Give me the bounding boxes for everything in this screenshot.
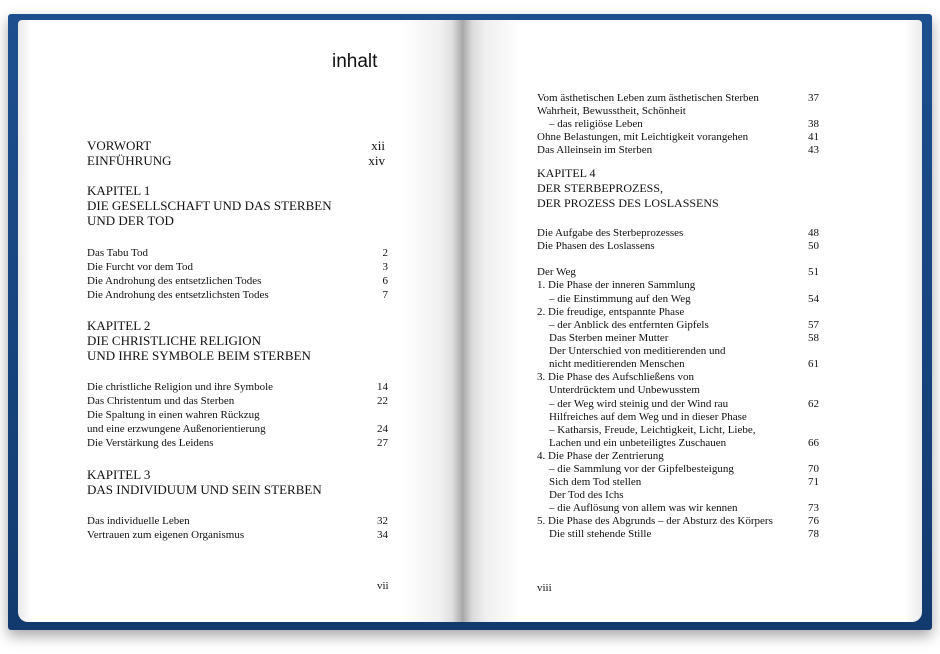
toc-entry-title: Die Aufgabe des Sterbeprozesses — [537, 227, 684, 239]
toc-entry-page: 3 — [382, 261, 388, 273]
toc-entry-page: 14 — [377, 381, 388, 393]
toc-entry-page: 34 — [377, 529, 388, 541]
toc-entry-title: 4. Die Phase der Zentrierung — [537, 450, 664, 462]
toc-entry-page: 32 — [377, 515, 388, 527]
toc-entry — [537, 118, 819, 131]
toc-entry-title: 2. Die freudige, entspannte Phase — [537, 306, 685, 318]
toc-entry-page: 7 — [382, 289, 388, 301]
toc-entry-title: VORWORT — [87, 138, 152, 153]
toc-entry-page: 71 — [808, 476, 819, 488]
toc-entry — [537, 476, 819, 489]
toc-entry-page: 6 — [382, 275, 388, 287]
toc-entry — [537, 144, 819, 157]
toc-entry-page: 61 — [808, 358, 819, 370]
toc-entry-title: Das Christentum und das Sterben — [87, 395, 235, 407]
toc-entry-title: – der Weg wird steinig und der Wind rau — [549, 398, 729, 410]
chapter-label: KAPITEL 2 — [87, 318, 151, 333]
toc-entry-page: xiv — [368, 153, 385, 168]
toc-entry-page: xii — [371, 138, 385, 153]
toc-entry-page: 2 — [382, 247, 388, 259]
toc-entry-page: 50 — [808, 240, 819, 252]
toc-entry-page: 41 — [808, 131, 819, 143]
toc-entry — [537, 266, 819, 279]
toc-entry — [537, 227, 819, 240]
toc-entry — [87, 153, 385, 168]
toc-entry-page: 27 — [377, 437, 388, 449]
toc-entry-page: 58 — [808, 332, 819, 344]
toc-entry-title: 3. Die Phase des Aufschließens von — [537, 371, 695, 383]
chapter-label: KAPITEL 1 — [87, 183, 151, 198]
toc-entry — [537, 293, 819, 306]
toc-entry-title: Der Weg — [537, 266, 576, 278]
chapter-title: DIE CHRISTLICHE RELIGION — [87, 333, 262, 348]
toc-entry-page: 76 — [808, 515, 819, 527]
toc-entry — [537, 371, 819, 384]
toc-entry-title: Lachen und ein unbeteiligtes Zuschauen — [549, 437, 727, 449]
toc-entry-page: 62 — [808, 398, 819, 410]
toc-entry — [537, 92, 819, 105]
toc-entry — [87, 409, 388, 422]
toc-entry — [537, 424, 819, 437]
page-number: vii — [377, 580, 389, 592]
toc-entry — [87, 437, 388, 450]
chapter-title: DER STERBEPROZESS, — [537, 181, 664, 195]
toc-entry-page: 66 — [808, 437, 819, 449]
toc-entry — [87, 247, 388, 260]
toc-entry-page: 73 — [808, 502, 819, 514]
toc-entry — [537, 345, 819, 358]
toc-entry-title: 5. Die Phase des Abgrunds – der Absturz des Körpers — [537, 515, 773, 527]
toc-entry-page: 43 — [808, 144, 819, 156]
toc-entry-title: – Katharsis, Freude, Leichtigkeit, Licht, Liebe, — [549, 424, 756, 436]
toc-entry-title: Der Unterschied von meditierenden und — [549, 345, 726, 357]
toc-entry — [87, 395, 388, 408]
toc-entry-title: – das religiöse Leben — [549, 118, 643, 130]
toc-entry-title: – die Auflösung von allem was wir kennen — [549, 502, 738, 514]
toc-entry — [537, 240, 819, 253]
toc-entry-title: Vom ästhetischen Leben zum ästhetischen Sterben — [537, 92, 759, 104]
toc-entry-title: Ohne Belastungen, mit Leichtigkeit vorangehen — [537, 131, 749, 143]
toc-entry — [537, 319, 819, 332]
toc-entry-page: 48 — [808, 227, 819, 239]
toc-entry-title: – der Anblick des entfernten Gipfels — [549, 319, 709, 331]
toc-entry-page: 37 — [808, 92, 819, 104]
toc-entry-page: 38 — [808, 118, 819, 130]
chapter-label: KAPITEL 4 — [537, 166, 596, 180]
toc-entry-title: Die Androhung des entsetzlichsten Todes — [87, 289, 269, 301]
toc-entry — [537, 279, 819, 292]
toc-entry-title: Die Phasen des Loslassens — [537, 240, 655, 252]
page-number: viii — [537, 582, 552, 594]
toc-entry-title: 1. Die Phase der inneren Sammlung — [537, 279, 696, 291]
toc-entry-title: Wahrheit, Bewusstheit, Schönheit — [537, 105, 686, 117]
toc-entry — [537, 502, 819, 515]
toc-entry-title: Das Sterben meiner Mutter — [549, 332, 669, 344]
toc-entry — [87, 423, 388, 436]
toc-heading: inhalt — [332, 51, 378, 72]
toc-entry-title: – die Einstimmung auf den Weg — [549, 293, 691, 305]
toc-entry-page: 54 — [808, 293, 819, 305]
toc-entry-title: Das individuelle Leben — [87, 515, 190, 527]
toc-entry — [537, 528, 819, 541]
toc-entry — [87, 275, 388, 288]
toc-entry-title: Der Tod des Ichs — [549, 489, 624, 501]
toc-entry-title: Die Furcht vor dem Tod — [87, 261, 193, 273]
toc-entry-page: 57 — [808, 319, 819, 331]
toc-entry-title: und eine erzwungene Außenorientierung — [87, 423, 266, 435]
toc-entry — [87, 515, 388, 528]
toc-entry — [537, 437, 819, 450]
toc-entry-title: nicht meditierenden Menschen — [549, 358, 685, 370]
toc-entry-title: Die Androhung des entsetzlichen Todes — [87, 275, 262, 287]
toc-entry-page: 24 — [377, 423, 388, 435]
toc-entry-title: Die Spaltung in einen wahren Rückzug — [87, 409, 260, 421]
chapter-title: UND IHRE SYMBOLE BEIM STERBEN — [87, 348, 311, 363]
toc-entry — [537, 332, 819, 345]
toc-entry-page: 70 — [808, 463, 819, 475]
toc-entry — [537, 450, 819, 463]
toc-entry — [537, 131, 819, 144]
toc-entry-title: Vertrauen zum eigenen Organismus — [87, 529, 245, 541]
toc-entry-title: – die Sammlung vor der Gipfelbesteigung — [549, 463, 734, 475]
chapter-title: DAS INDIVIDUUM UND SEIN STERBEN — [87, 482, 322, 497]
toc-entry-title: Die Verstärkung des Leidens — [87, 437, 214, 449]
toc-entry — [537, 515, 819, 528]
toc-entry — [537, 384, 819, 397]
chapter-title: DIE GESELLSCHAFT UND DAS STERBEN — [87, 198, 332, 213]
toc-entry-title: Unterdrücktem und Unbewusstem — [549, 384, 700, 396]
toc-entry — [87, 261, 388, 274]
toc-entry — [537, 306, 819, 319]
toc-entry-title: Sich dem Tod stellen — [549, 476, 642, 488]
toc-entry-page: 22 — [377, 395, 388, 407]
toc-entry-title: Das Alleinsein im Sterben — [537, 144, 653, 156]
toc-entry — [87, 381, 388, 394]
toc-entry — [87, 138, 385, 153]
toc-entry-page: 78 — [808, 528, 819, 540]
chapter-title: UND DER TOD — [87, 213, 174, 228]
toc-entry — [537, 489, 819, 502]
toc-entry-title: EINFÜHRUNG — [87, 153, 172, 168]
book-gutter — [452, 20, 472, 622]
toc-entry — [87, 529, 388, 542]
toc-entry — [537, 398, 819, 411]
toc-entry — [537, 411, 819, 424]
toc-entry-page: 51 — [808, 266, 819, 278]
toc-entry — [537, 463, 819, 476]
chapter-title: DER PROZESS DES LOSLASSENS — [537, 196, 719, 210]
toc-entry-title: Das Tabu Tod — [87, 247, 148, 259]
chapter-label: KAPITEL 3 — [87, 467, 151, 482]
toc-entry-title: Hilfreiches auf dem Weg und in dieser Phase — [549, 411, 747, 423]
toc-entry-title: Die still stehende Stille — [549, 528, 652, 540]
toc-entry — [87, 289, 388, 302]
toc-entry — [537, 358, 819, 371]
toc-entry-title: Die christliche Religion und ihre Symbole — [87, 381, 274, 393]
toc-entry — [537, 105, 819, 118]
